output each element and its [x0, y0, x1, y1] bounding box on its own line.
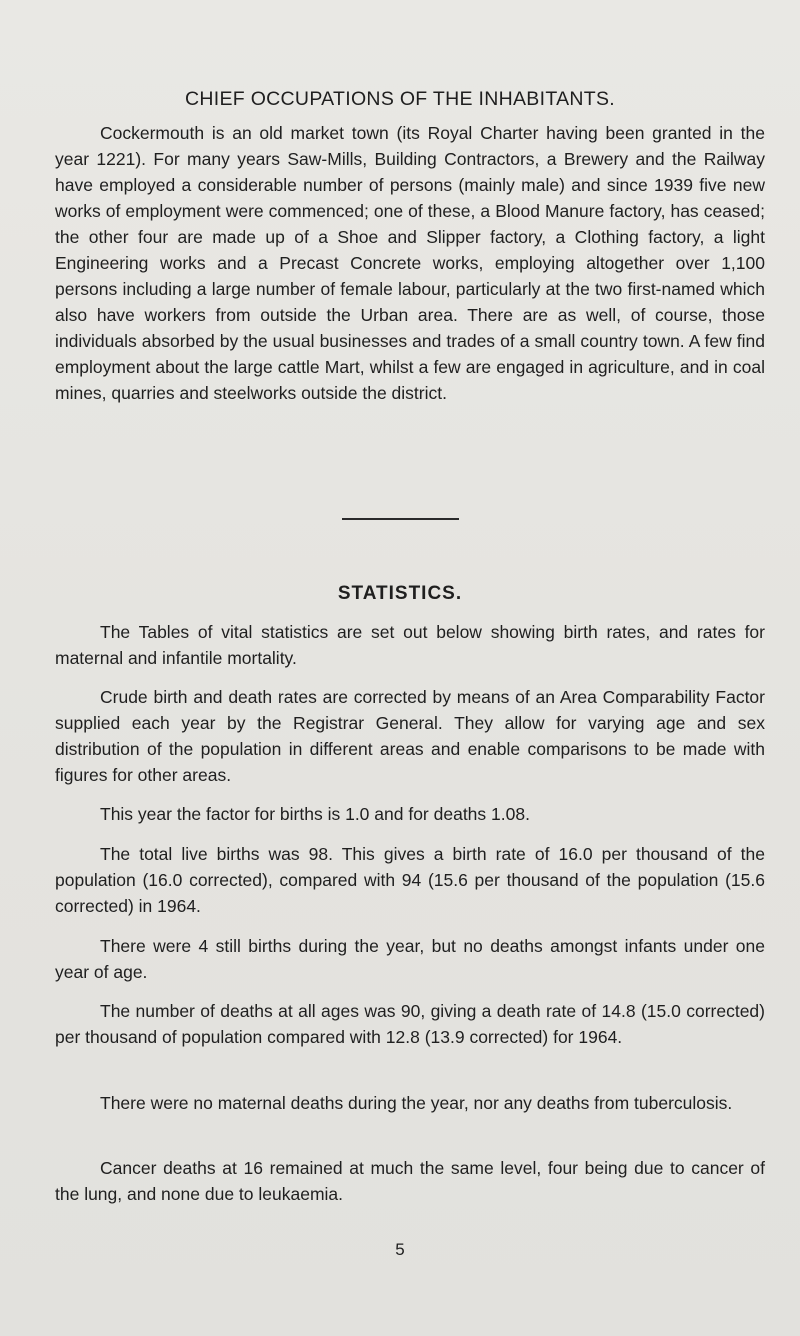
statistics-paragraph-factor: This year the factor for births is 1.0 and for deaths 1.08. — [100, 804, 530, 824]
statistics-paragraph-deaths: The number of deaths at all ages was 90, giving a death rate of 14.8 (15.0 corrected) per thousand of population compared with 12.8 (13.9 corrected) for 1964. — [55, 1001, 765, 1047]
statistics-paragraph-still-births: There were 4 still births during the year, but no deaths amongst infants under one year of age. — [55, 936, 765, 982]
occupations-paragraph: Cockermouth is an old market town (its Royal Charter having been granted in the year 1221). For many years Saw-Mills, Building Contractors, a Brewery and the Railway have employed a considerable number of persons (mainly male) and since 1939 five new works of employment were commenced; one of these, a Blood Manure factory, has ceased; the other four are made up of a Shoe and Slipper factory, a Clothing factory, a light Engineering works and a Precast Concrete works, employing altogether over 1,100 persons including a large number of female labour, particularly at the two first-named which also have workers from outside the Urban area. There are as well, of course, those individuals absorbed by the usual businesses and trades of a small country town. A few find employment about the large cattle Mart, whilst a few are engaged in agriculture, and in coal mines, quarries and steelworks outside the district. — [55, 123, 765, 403]
statistics-paragraph-live-births: The total live births was 98. This gives a birth rate of 16.0 per thousand of the population (16.0 corrected), compared with 94 (15.6 per thousand of the population (15.6 corrected) in 1964. — [55, 844, 765, 916]
section-heading-occupations: CHIEF OCCUPATIONS OF THE INHABITANTS. — [184, 88, 616, 110]
statistics-paragraph-comparability: Crude birth and death rates are corrected by means of an Area Comparability Factor supplied each year by the Registrar General. They allow for varying age and sex distribution of the population in different areas and enable comparisons to be made with figures for other areas. — [55, 687, 765, 785]
section-divider — [342, 518, 459, 520]
statistics-paragraph-tables: The Tables of vital statistics are set out below showing birth rates, and rates for maternal and infantile mortality. — [55, 622, 765, 668]
section-heading-statistics: STATISTICS. — [337, 583, 463, 604]
statistics-paragraph-cancer: Cancer deaths at 16 remained at much the same level, four being due to cancer of the lung, and none due to leukaemia. — [55, 1158, 765, 1204]
statistics-paragraph-maternal: There were no maternal deaths during the year, nor any deaths from tuberculosis. — [100, 1093, 733, 1113]
page-number: 5 — [395, 1240, 405, 1259]
